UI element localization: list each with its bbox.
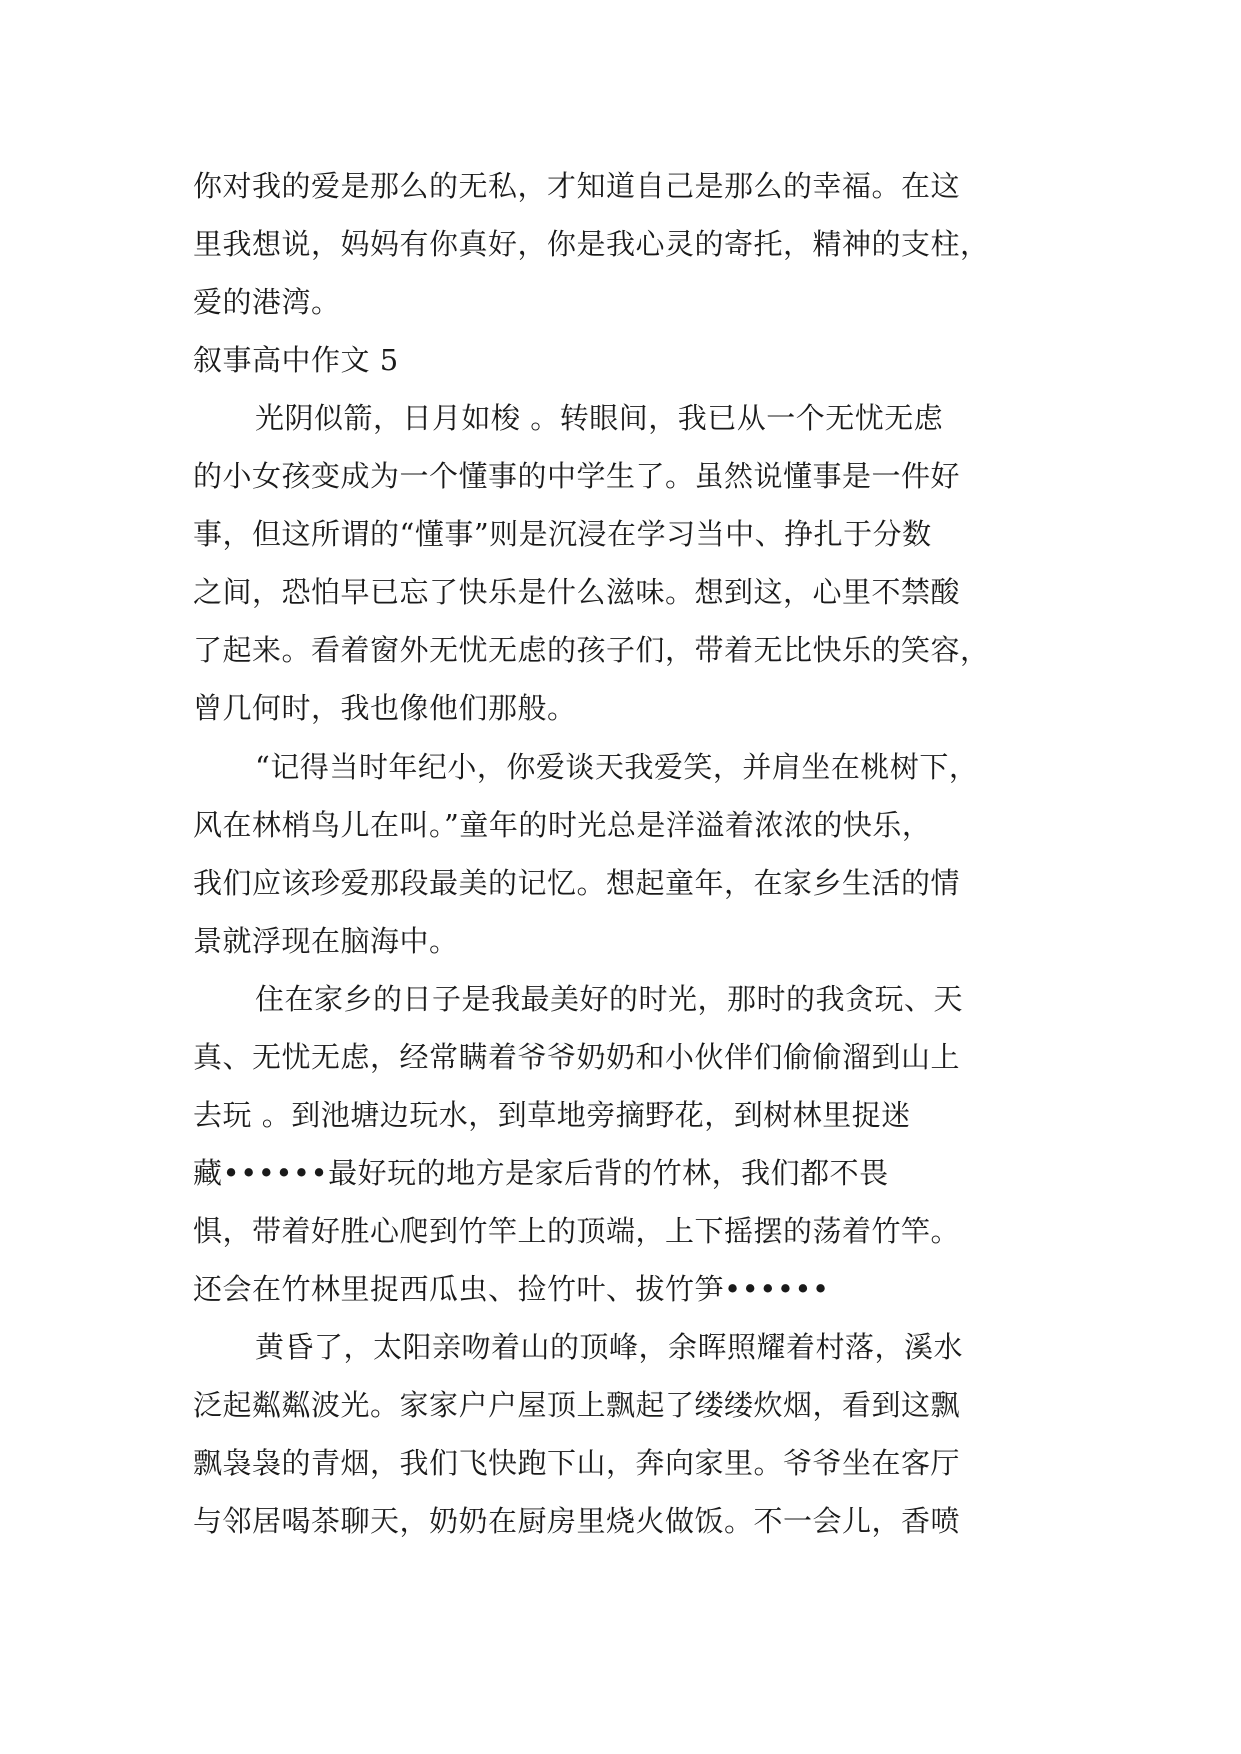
text-line: 爱的港湾。	[193, 285, 341, 319]
text-line: 风在林梢鸟儿在叫。”童年的时光总是洋溢着浓浓的快乐，	[193, 808, 932, 842]
text-line: 你对我的爱是那么的无私，才知道自己是那么的幸福。在这	[193, 169, 961, 203]
paragraph-first-line: 住在家乡的日子是我最美好的时光，那时的我贪玩、天	[255, 982, 964, 1016]
text-line: 里我想说，妈妈有你真好，你是我心灵的寄托，精神的支柱，	[193, 227, 990, 261]
text-line: 曾几何时，我也像他们那般。	[193, 691, 577, 725]
text-line: 泛起粼粼波光。家家户户屋顶上飘起了缕缕炊烟，看到这飘	[193, 1388, 961, 1422]
text-line: 飘袅袅的青烟，我们飞快跑下山，奔向家里。爷爷坐在客厅	[193, 1446, 961, 1480]
text-line: 的小女孩变成为一个懂事的中学生了。虽然说懂事是一件好	[193, 459, 961, 493]
text-line: 之间，恐怕早已忘了快乐是什么滋味。想到这，心里不禁酸	[193, 575, 961, 609]
paragraph-first-line: “记得当时年纪小，你爱谈天我爱笑，并肩坐在桃树下，	[255, 750, 979, 784]
text-line: 藏••••••最好玩的地方是家后背的竹林，我们都不畏	[193, 1156, 889, 1190]
text-line: 我们应该珍爱那段最美的记忆。想起童年，在家乡生活的情	[193, 866, 961, 900]
text-line: 与邻居喝茶聊天，奶奶在厨房里烧火做饭。不一会儿，香喷	[193, 1504, 961, 1538]
text-line: 去玩 。到池塘边玩水，到草地旁摘野花，到树林里捉迷	[193, 1098, 911, 1132]
paragraph-first-line: 光阴似箭，日月如梭 。转眼间，我已从一个无忧无虑	[255, 401, 944, 435]
text-line: 景就浮现在脑海中。	[193, 924, 459, 958]
text-line: 了起来。看着窗外无忧无虑的孩子们，带着无比快乐的笑容，	[193, 633, 990, 667]
text-line: 惧，带着好胜心爬到竹竿上的顶端，上下摇摆的荡着竹竿。	[193, 1214, 961, 1248]
text-line: 真、无忧无虑，经常瞒着爷爷奶奶和小伙伴们偷偷溜到山上	[193, 1040, 961, 1074]
text-line: 事，但这所谓的“懂事”则是沉浸在学习当中、挣扎于分数	[193, 517, 932, 551]
text-line: 还会在竹林里捉西瓜虫、捡竹叶、拔竹笋••••••	[193, 1272, 830, 1306]
paragraph-first-line: 黄昏了，太阳亲吻着山的顶峰，余晖照耀着村落，溪水	[255, 1330, 964, 1364]
section-heading: 叙事高中作文 5	[193, 343, 399, 377]
